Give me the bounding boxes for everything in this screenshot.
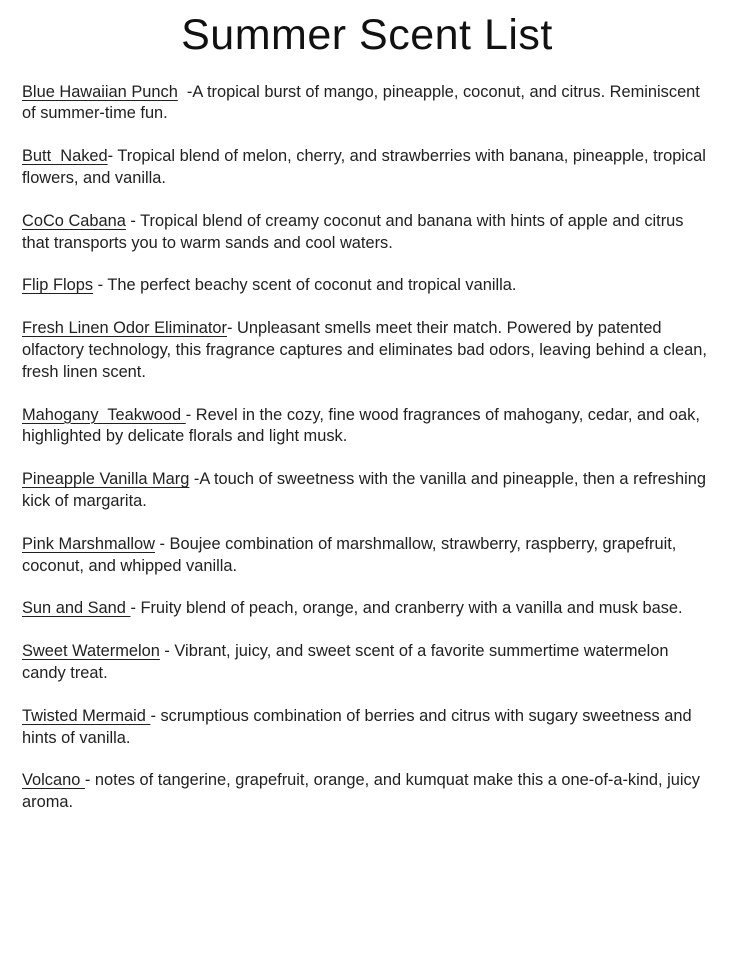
scent-name: Sweet Watermelon: [22, 642, 160, 661]
scent-item: [22, 706, 712, 750]
scent-item: [22, 598, 712, 620]
scent-item: [22, 211, 712, 255]
scent-name: Pink Marshmallow: [22, 534, 155, 553]
scent-item: [22, 770, 712, 814]
scent-item: [22, 146, 712, 190]
scent-item: [22, 469, 712, 513]
scent-name: Fresh Linen Odor Eliminator: [22, 319, 227, 338]
page-title: Summer Scent List: [181, 11, 553, 59]
scent-item: [22, 82, 712, 126]
scent-description: - The perfect beachy scent of coconut and tropical vanilla.: [93, 276, 517, 295]
scent-name: Twisted Mermaid: [22, 706, 151, 725]
scent-description: - Revel in the cozy, fine wood fragrances of mahogany, cedar, and oak, highlighted by delicate florals and light musk.: [22, 405, 705, 446]
scent-name: Sun and Sand: [22, 599, 131, 618]
scent-item: [22, 405, 712, 449]
scent-name: Mahogany Teakwood: [22, 405, 186, 424]
scent-description: - notes of tangerine, grapefruit, orange, and kumquat make this a one-of-a-kind, juicy aroma.: [22, 771, 705, 812]
scent-list: [22, 82, 712, 814]
scent-description: - Tropical blend of melon, cherry, and strawberries with banana, pineapple, tropical flowers, and vanilla.: [22, 147, 711, 187]
scent-description: - Tropical blend of creamy coconut and banana with hints of apple and citrus that transports you to warm sands and cool waters.: [22, 211, 689, 252]
scent-description: - Unpleasant smells meet their match. Powered by patented olfactory technology, this fragrance captures and eliminates bad odors, leaving behind a clean, fresh linen scent.: [22, 319, 712, 381]
scent-name: Blue Hawaiian Punch: [22, 82, 178, 101]
scent-description: -A tropical burst of mango, pineapple, coconut, and citrus. Reminiscent of summer-time fun.: [22, 82, 705, 123]
scent-name: Pineapple Vanilla Marg: [22, 470, 190, 489]
scent-description: - Boujee combination of marshmallow, strawberry, raspberry, grapefruit, coconut, and whipped vanilla.: [22, 534, 681, 575]
scent-name: Volcano: [22, 771, 85, 790]
scent-name: Butt Naked: [22, 147, 108, 166]
scent-item: [22, 534, 712, 578]
scent-name: CoCo Cabana: [22, 211, 126, 230]
scent-description: - Fruity blend of peach, orange, and cranberry with a vanilla and musk base.: [130, 599, 683, 618]
scent-item: [22, 275, 712, 297]
scent-item: [22, 641, 712, 685]
scent-description: - scrumptious combination of berries and citrus with sugary sweetness and hints of vanilla.: [22, 706, 697, 747]
scent-description: -A touch of sweetness with the vanilla and pineapple, then a refreshing kick of margarita.: [22, 470, 711, 510]
scent-description: - Vibrant, juicy, and sweet scent of a favorite summertime watermelon candy treat.: [22, 642, 674, 682]
scent-item: [22, 318, 712, 383]
scent-name: Flip Flops: [22, 276, 94, 295]
